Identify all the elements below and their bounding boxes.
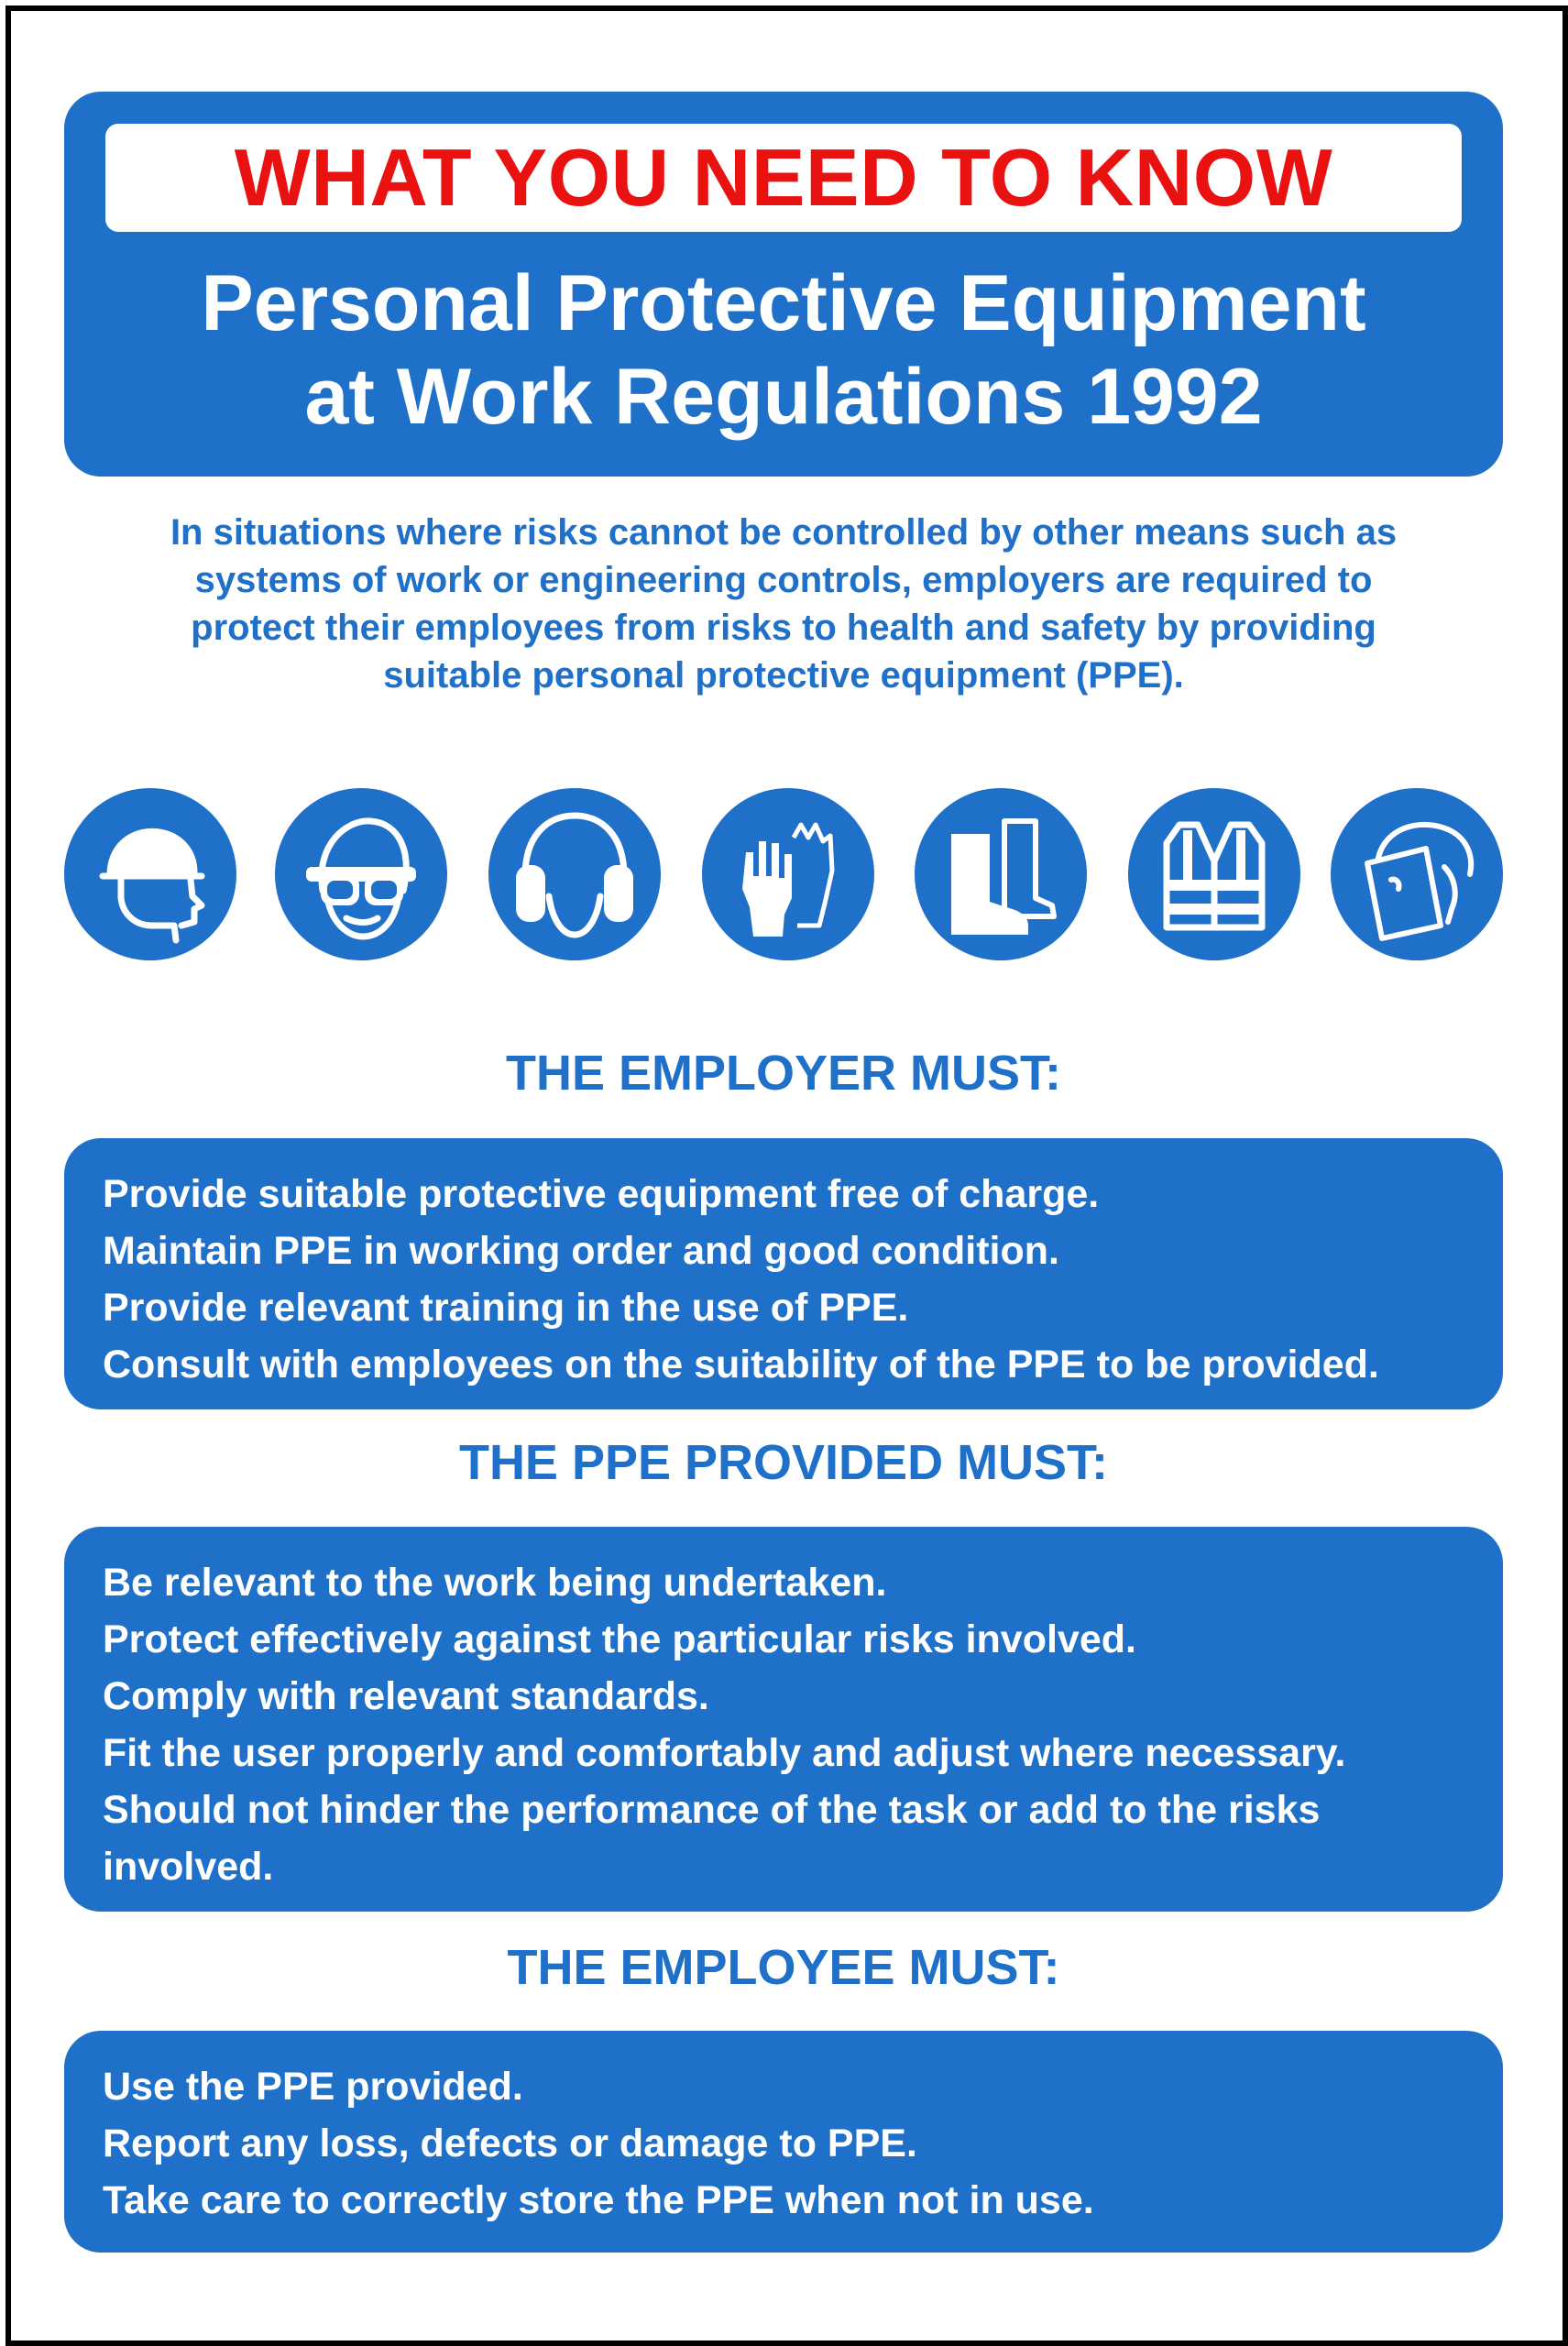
list-item: Report any loss, defects or damage to PPE. (103, 2121, 917, 2165)
intro-line-4: suitable personal protective equipment (PPE). (383, 655, 1184, 696)
page-title (64, 257, 1503, 444)
employee-heading: THE EMPLOYEE MUST: (507, 1940, 1060, 1995)
banner-box (105, 124, 1462, 232)
safety-goggles-icon (275, 788, 447, 960)
header-panel (64, 92, 1503, 477)
ppe-list (64, 1527, 1503, 1912)
intro-line-2: systems of work or engineering controls, employers are required to (194, 560, 1373, 600)
list-item: Take care to correctly store the PPE when not in use. (103, 2178, 1094, 2222)
list-item: Fit the user properly and comfortably and adjust where necessary. (103, 1731, 1346, 1775)
list-item: Be relevant to the work being undertaken. (103, 1561, 887, 1605)
intro-line-1: In situations where risks cannot be controlled by other means such as (170, 512, 1398, 553)
hard-hat-icon (64, 788, 236, 960)
list-item: Comply with relevant standards. (103, 1674, 709, 1718)
title-line-1: Personal Protective Equipment (201, 259, 1366, 347)
employer-list (64, 1138, 1503, 1409)
gloves-icon (702, 788, 874, 960)
list-item: Provide suitable protective equipment free of charge. (103, 1172, 1100, 1216)
list-item: involved. (103, 1845, 274, 1889)
ppe-icon-row (64, 788, 1503, 962)
list-item: Provide relevant training in the use of PPE. (103, 1286, 909, 1330)
title-line-2: at Work Regulations 1992 (304, 353, 1263, 441)
employer-heading: THE EMPLOYER MUST: (505, 1046, 1062, 1101)
list-item: Consult with employees on the suitability of the PPE to be provided. (103, 1343, 1379, 1387)
hi-vis-vest-icon (1128, 788, 1300, 960)
safety-boots-icon (915, 788, 1087, 960)
face-shield-icon (1331, 788, 1503, 960)
ppe-heading: THE PPE PROVIDED MUST: (458, 1435, 1109, 1490)
list-item: Should not hinder the performance of the task or add to the risks (103, 1788, 1321, 1832)
list-item: Use the PPE provided. (103, 2065, 523, 2109)
list-item: Protect effectively against the particular risks involved. (103, 1617, 1136, 1661)
list-item: Maintain PPE in working order and good condition. (103, 1229, 1059, 1273)
ear-defenders-icon (488, 788, 661, 960)
intro-paragraph (64, 509, 1503, 699)
employee-list (64, 2031, 1503, 2253)
intro-line-3: protect their employees from risks to health and safety by providing (191, 608, 1376, 648)
banner-text: WHAT YOU NEED TO KNOW (234, 132, 1333, 223)
